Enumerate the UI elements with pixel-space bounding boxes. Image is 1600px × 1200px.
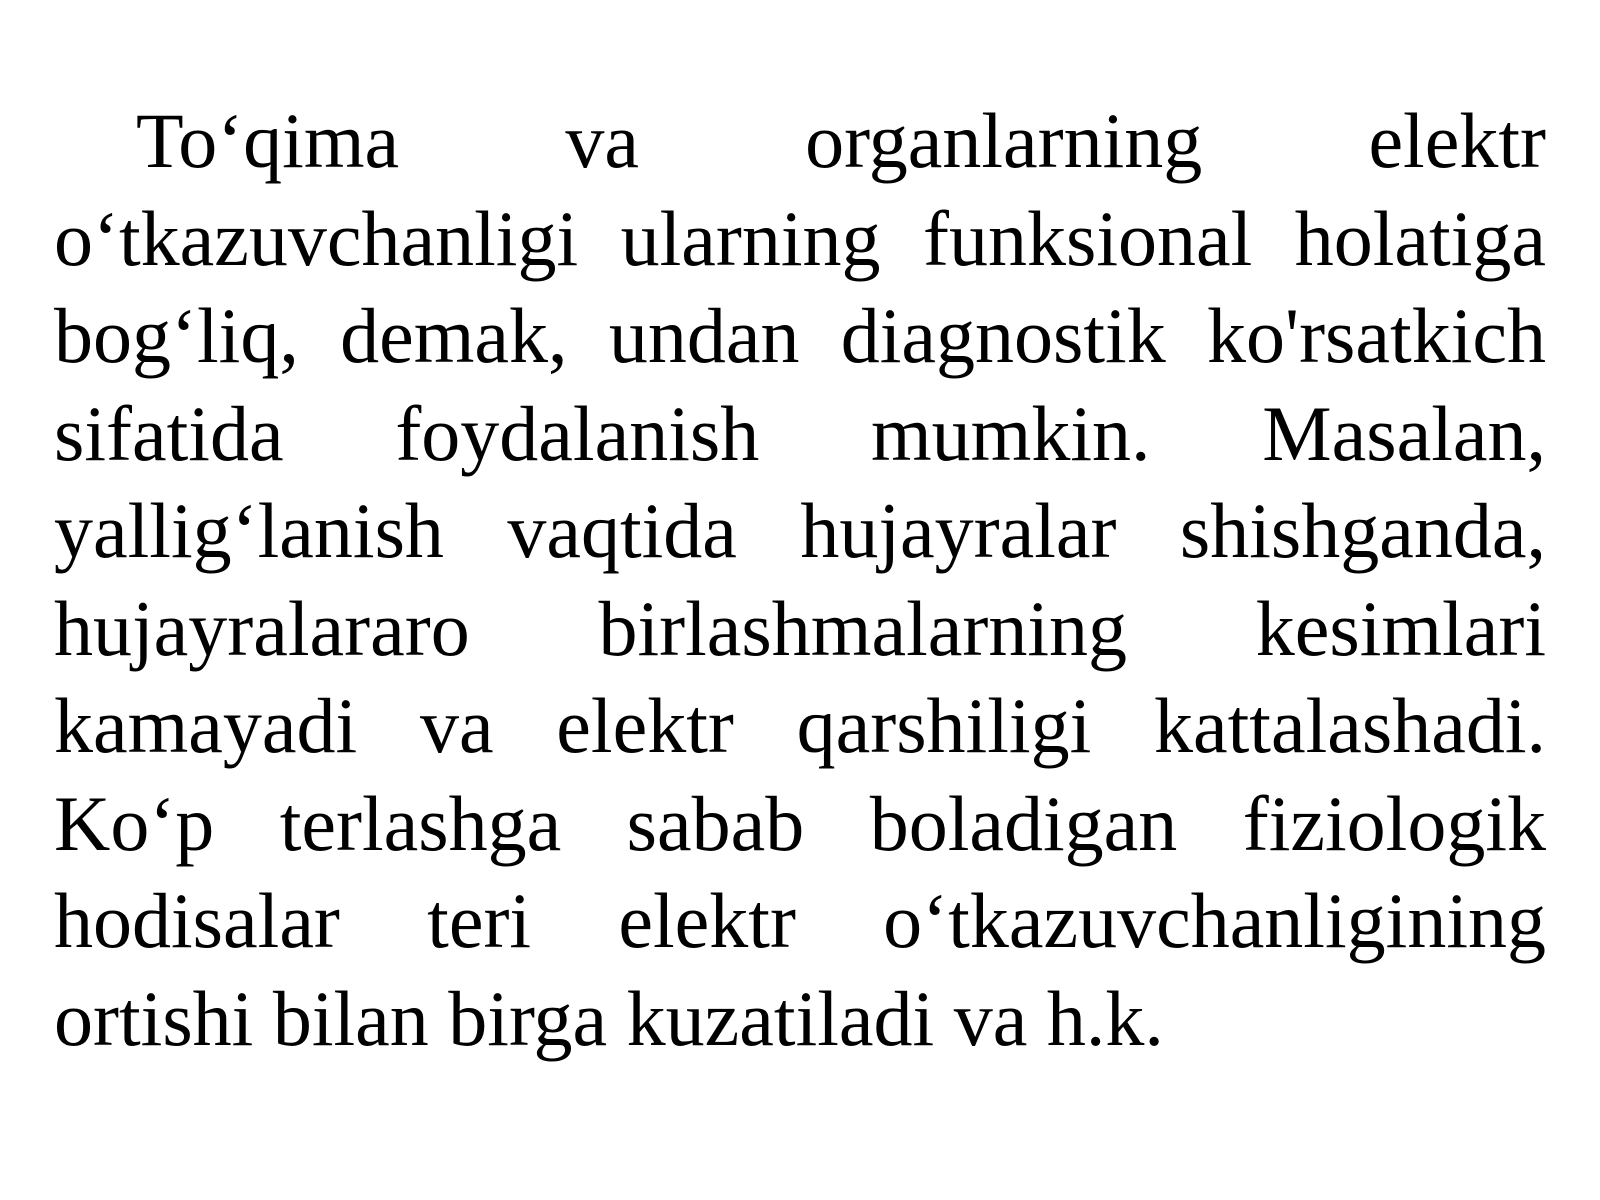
paragraph-line: To‘qima va organlarning elektr [136,97,1546,184]
paragraph-line: bog‘liq, demak, undan diagnostik ko'rsatkich [54,292,1546,379]
paragraph-line: sifatida foydalanish mumkin. Masalan, [54,389,1546,477]
paragraph-line: ortishi bilan birga kuzatiladi va h.k. [54,974,1164,1062]
paragraph-line: o‘tkazuvchanligi ularning funksional holatiga [54,194,1546,282]
body-paragraph [54,92,1546,1067]
paragraph-line: yallig‘lanish vaqtida hujayralar shishganda, [54,487,1546,574]
paragraph-line: hodisalar teri elektr o‘tkazuvchanligining [54,877,1546,964]
paragraph-line: hujayralararo birlashmalarning kesimlari [54,584,1546,672]
paragraph-line: Ko‘p terlashga sabab boladigan fiziologik [54,779,1546,867]
paragraph-line: kamayadi va elektr qarshiligi kattalashadi. [54,682,1546,769]
